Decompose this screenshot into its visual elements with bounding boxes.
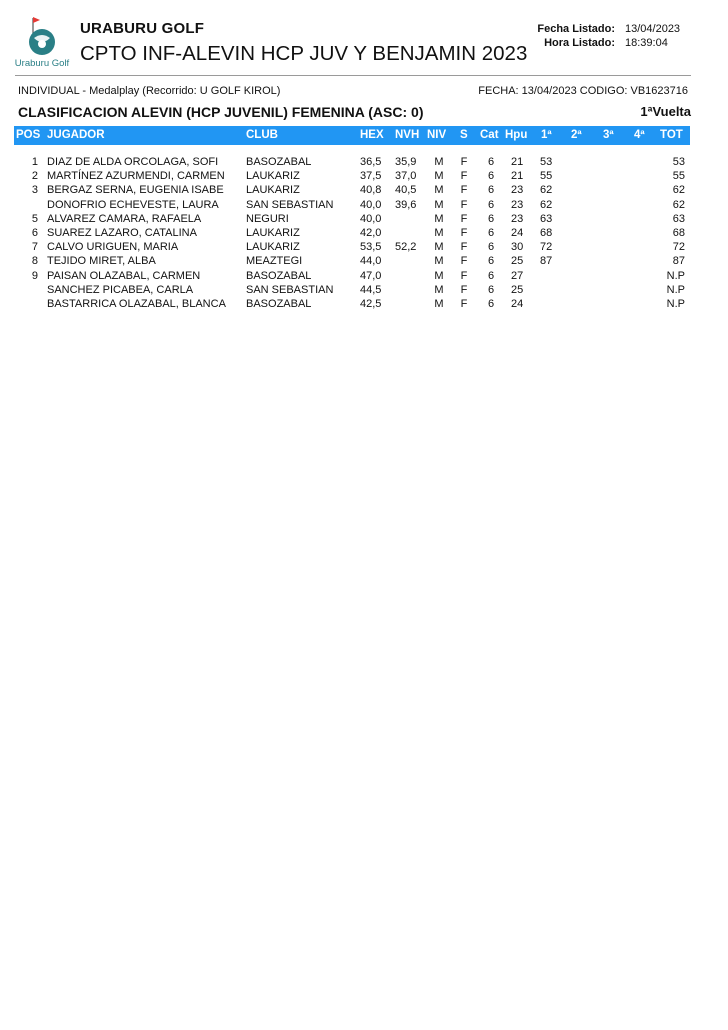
row-s: F	[460, 198, 468, 211]
row-hex: 44,0	[360, 255, 382, 268]
row-round-1: 53	[540, 156, 553, 168]
col-cat: Cat	[480, 129, 499, 141]
col-s: S	[460, 129, 468, 141]
row-round-1: 62	[540, 198, 553, 211]
competition-info: INDIVIDUAL - Medalplay (Recorrido: U GOLF KIROL)	[18, 85, 281, 97]
row-club: BASOZABAL	[246, 269, 312, 282]
row-s: F	[460, 226, 468, 239]
table-row	[0, 169, 728, 183]
row-hex: 42,0	[360, 226, 382, 239]
hora-listado-label: Hora Listado:	[544, 37, 615, 49]
col-niv: NIV	[427, 129, 447, 141]
row-jugador: SANCHEZ PICABEA, CARLA	[47, 283, 194, 296]
row-tot: 55	[672, 170, 685, 183]
row-jugador: ALVAREZ CAMARA, RAFAELA	[47, 212, 202, 225]
row-cat: 6	[487, 297, 495, 310]
row-jugador: BASTARRICA OLAZABAL, BLANCA	[47, 297, 226, 310]
row-s: F	[460, 170, 468, 183]
row-pos: 5	[31, 212, 38, 225]
row-club: LAUKARIZ	[246, 184, 300, 197]
col-hpu: Hpu	[505, 129, 528, 141]
row-hpu: 24	[511, 297, 524, 310]
round-label: 1ªVuelta	[640, 104, 691, 119]
row-cat: 6	[487, 226, 495, 239]
row-club: NEGURI	[246, 212, 289, 225]
row-nvh: 37,0	[395, 170, 417, 183]
row-s: F	[460, 297, 468, 310]
row-tot: 62	[672, 184, 685, 197]
date-code-info: FECHA: 13/04/2023 CODIGO: VB1623716	[478, 85, 688, 97]
listing-meta-values	[625, 22, 680, 50]
row-pos: 8	[31, 255, 38, 268]
row-tot: N.P	[666, 283, 685, 296]
golf-flag-logo-icon	[14, 14, 70, 58]
row-niv: M	[434, 212, 444, 225]
row-club: LAUKARIZ	[246, 241, 300, 254]
row-jugador: TEJIDO MIRET, ALBA	[47, 255, 156, 268]
row-tot: 62	[672, 198, 685, 211]
row-hex: 53,5	[360, 241, 382, 254]
row-nvh: 35,9	[395, 156, 417, 168]
row-club: MEAZTEGI	[246, 255, 303, 268]
row-hex: 47,0	[360, 269, 382, 282]
table-row	[0, 269, 728, 283]
row-niv: M	[434, 283, 444, 296]
listing-meta-labels	[537, 22, 615, 50]
row-round-1: 55	[540, 170, 553, 183]
row-hpu: 23	[511, 212, 524, 225]
row-round-1: 72	[540, 241, 553, 254]
row-cat: 6	[487, 241, 495, 254]
col-club: CLUB	[246, 129, 278, 141]
row-tot: N.P	[666, 269, 685, 282]
row-nvh: 52,2	[395, 241, 417, 254]
table-row	[0, 212, 728, 226]
col-round-3: 3ª	[603, 129, 614, 141]
row-hex: 37,5	[360, 170, 382, 183]
table-row	[0, 226, 728, 240]
fecha-listado-label: Fecha Listado:	[537, 23, 615, 35]
row-hpu: 27	[511, 269, 524, 282]
row-niv: M	[434, 170, 444, 183]
row-pos: 2	[31, 170, 38, 183]
row-hpu: 21	[511, 170, 524, 183]
table-row	[0, 254, 728, 268]
row-hex: 40,0	[360, 212, 382, 225]
row-s: F	[460, 269, 468, 282]
row-niv: M	[434, 241, 444, 254]
row-hex: 40,0	[360, 198, 382, 211]
row-pos: 1	[31, 156, 38, 168]
row-tot: 63	[672, 212, 685, 225]
row-cat: 6	[487, 255, 495, 268]
row-niv: M	[434, 269, 444, 282]
row-club: SAN SEBASTIAN	[246, 198, 334, 211]
row-cat: 6	[487, 269, 495, 282]
row-cat: 6	[487, 212, 495, 225]
row-cat: 6	[487, 198, 495, 211]
row-nvh: 39,6	[395, 198, 417, 211]
row-hpu: 25	[511, 283, 524, 296]
row-hpu: 24	[511, 226, 524, 239]
uraburu-golf-logo	[14, 14, 70, 70]
row-cat: 6	[487, 170, 495, 183]
col-pos: POS	[16, 129, 41, 141]
row-s: F	[460, 156, 468, 168]
row-pos: 3	[31, 184, 38, 197]
results-table-body	[0, 155, 728, 311]
row-niv: M	[434, 255, 444, 268]
logo-text: Uraburu Golf	[14, 58, 70, 69]
col-hex: HEX	[360, 129, 384, 141]
col-round-2: 2ª	[571, 129, 582, 141]
row-hpu: 23	[511, 198, 524, 211]
row-nvh: 40,5	[395, 184, 417, 197]
page-title: CPTO INF-ALEVIN HCP JUV Y BENJAMIN 2023	[80, 42, 528, 65]
row-round-1: 87	[540, 255, 553, 268]
row-round-1: 68	[540, 226, 553, 239]
row-tot: 87	[672, 255, 685, 268]
row-jugador: CALVO URIGUEN, MARIA	[47, 241, 179, 254]
row-round-1: 63	[540, 212, 553, 225]
header-divider	[15, 75, 691, 76]
row-pos: 7	[31, 241, 38, 254]
table-row	[0, 240, 728, 254]
row-hpu: 25	[511, 255, 524, 268]
table-row	[0, 283, 728, 297]
row-jugador: MARTÍNEZ AZURMENDI, CARMEN	[47, 170, 225, 183]
row-s: F	[460, 255, 468, 268]
row-niv: M	[434, 198, 444, 211]
row-club: BASOZABAL	[246, 156, 312, 168]
row-niv: M	[434, 184, 444, 197]
table-row	[0, 183, 728, 197]
row-jugador: DONOFRIO ECHEVESTE, LAURA	[47, 198, 219, 211]
row-s: F	[460, 184, 468, 197]
hora-listado-value: 18:39:04	[625, 37, 668, 49]
row-jugador: DIAZ DE ALDA ORCOLAGA, SOFI	[47, 156, 219, 168]
row-cat: 6	[487, 156, 495, 168]
row-hex: 42,5	[360, 297, 382, 310]
row-niv: M	[434, 226, 444, 239]
classification-title: CLASIFICACION ALEVIN (HCP JUVENIL) FEMENINA (ASC: 0)	[18, 104, 424, 120]
row-club: SAN SEBASTIAN	[246, 283, 334, 296]
row-s: F	[460, 212, 468, 225]
col-round-1: 1ª	[541, 129, 552, 141]
row-round-1: 62	[540, 184, 553, 197]
col-round-4: 4ª	[634, 129, 645, 141]
row-cat: 6	[487, 283, 495, 296]
row-niv: M	[434, 297, 444, 310]
row-tot: 68	[672, 226, 685, 239]
row-niv: M	[434, 156, 444, 168]
row-pos: 9	[31, 269, 38, 282]
col-nvh: NVH	[395, 129, 420, 141]
row-jugador: BERGAZ SERNA, EUGENIA ISABE	[47, 184, 224, 197]
table-row	[0, 198, 728, 212]
row-s: F	[460, 283, 468, 296]
results-table-header	[14, 126, 690, 145]
row-s: F	[460, 241, 468, 254]
col-jugador: JUGADOR	[47, 129, 105, 141]
row-cat: 6	[487, 184, 495, 197]
row-hex: 36,5	[360, 156, 382, 168]
row-pos: 6	[31, 226, 38, 239]
table-row	[0, 297, 728, 311]
row-tot: 53	[672, 156, 685, 168]
row-club: LAUKARIZ	[246, 226, 300, 239]
row-tot: 72	[672, 241, 685, 254]
table-row	[0, 155, 728, 169]
row-tot: N.P	[666, 297, 685, 310]
col-tot: TOT	[660, 129, 683, 141]
row-club: BASOZABAL	[246, 297, 312, 310]
row-club: LAUKARIZ	[246, 170, 300, 183]
row-hpu: 21	[511, 156, 524, 168]
fecha-listado-value: 13/04/2023	[625, 23, 681, 35]
row-jugador: PAISAN OLAZABAL, CARMEN	[47, 269, 201, 282]
organization-name: URABURU GOLF	[80, 20, 205, 37]
row-hpu: 23	[511, 184, 524, 197]
row-hpu: 30	[511, 241, 524, 254]
row-hex: 44,5	[360, 283, 382, 296]
row-jugador: SUAREZ LAZARO, CATALINA	[47, 226, 197, 239]
row-hex: 40,8	[360, 184, 382, 197]
